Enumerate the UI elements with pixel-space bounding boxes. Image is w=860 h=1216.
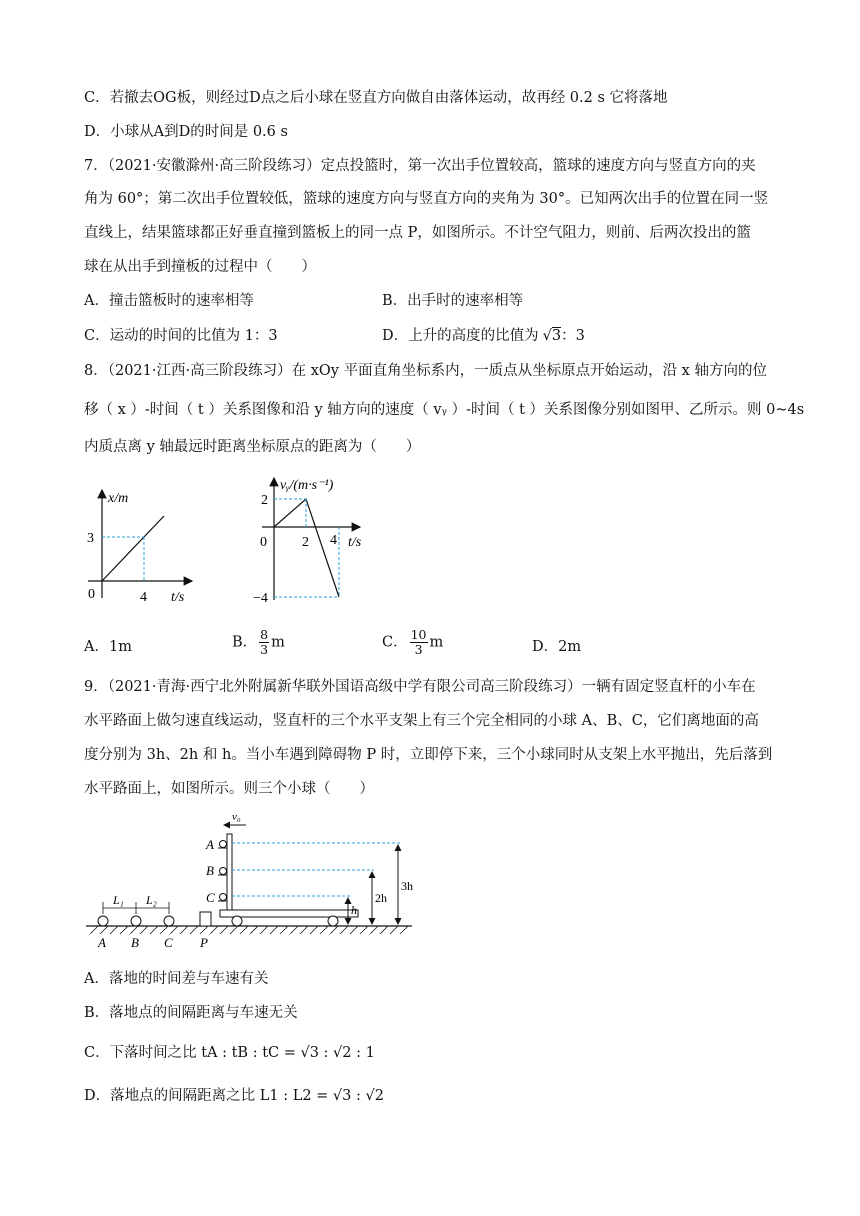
q7-option-a: A．撞击篮板时的速率相等 <box>84 293 254 309</box>
q9-option-c: C．下落时间之比 tA : tB : tC = √3 : √2 : 1 <box>84 1045 375 1061</box>
q9-option-d: D．落地点的间隔距离之比 L1 : L2 = √3 : √2 <box>84 1088 384 1104</box>
cart-wheel-front <box>232 916 242 926</box>
q8-option-c-unit: m <box>429 634 444 651</box>
ball-label-a: A <box>206 837 214 852</box>
fraction-denominator: 3 <box>260 642 269 657</box>
t-axis-label: t/s <box>348 535 362 550</box>
q9-stem-line-1: 9．（2021·青海·西宁北外附属新华联外国语高级中学有限公司高三阶段练习）一辆有固定竖直杆的小车在 <box>84 679 756 695</box>
fraction-denominator: 3 <box>414 642 423 657</box>
y-tick-3: 3 <box>87 531 94 546</box>
height-label-3h: 3h <box>401 879 413 893</box>
obstacle-p <box>200 912 211 926</box>
q8-option-a: A．1m <box>84 639 132 655</box>
q7-stem-line-1: 7．（2021·安徽滁州·高三阶段练习）定点投篮时，第一次出手位置较高，篮球的速度方向与竖直方向的夹 <box>84 158 756 174</box>
q8-option-b-label: B． <box>232 634 258 651</box>
q8-option-c <box>382 628 443 657</box>
q6-option-d: D．小球从A到D的时间是 0.6 s <box>84 124 288 140</box>
q7-option-d <box>382 326 585 346</box>
x-axis-label: t/s <box>171 590 185 605</box>
q9-option-b: B．落地点的间隔距离与车速无关 <box>84 1005 298 1021</box>
x-tick-4: 4 <box>140 590 147 605</box>
q7-option-d-prefix: D．上升的高度的比值为 <box>382 328 539 344</box>
ground-hatch <box>90 926 408 934</box>
ball-a <box>220 841 227 848</box>
landed-ball-c <box>164 916 174 926</box>
q9-option-a: A．落地的时间差与车速有关 <box>84 971 269 987</box>
x-t-line <box>102 516 164 581</box>
q8-stem-line-1: 8．（2021·江西·高三阶段练习）在 xOy 平面直角坐标系内，一质点从坐标原点开始运动，沿 x 轴方向的位 <box>84 363 767 379</box>
q9-cart-figure <box>86 808 418 952</box>
q8-graph-x-t <box>78 484 198 610</box>
vy-tick-2: 2 <box>261 493 268 508</box>
q7-stem-line-2: 角为 60°；第二次出手位置较低，篮球的速度方向与竖直方向的夹角为 30°。已知两次出手的位置在同一竖 <box>84 191 769 207</box>
height-label-2h: 2h <box>375 891 387 905</box>
ball-label-b: B <box>206 863 214 878</box>
q8-option-c-label: C． <box>382 634 408 651</box>
height-label-h: h <box>351 903 357 917</box>
l1-label: L₁ <box>113 893 124 907</box>
landed-ball-b <box>131 916 141 926</box>
fraction-numerator: 8 <box>260 627 269 642</box>
ball-c <box>220 894 227 901</box>
vy-tick-neg4: −4 <box>253 591 268 604</box>
q7-stem-line-4: 球在从出手到撞板的过程中（ ） <box>84 259 316 275</box>
t-tick-4: 4 <box>330 533 337 548</box>
vy-origin: 0 <box>260 535 267 550</box>
q8-option-b-unit: m <box>271 634 285 651</box>
ground-label-c: C <box>164 935 173 950</box>
q8-option-b-fraction <box>259 628 269 657</box>
y-axis-label: x/m <box>108 491 129 506</box>
l2-label: L₂ <box>146 893 157 907</box>
q9-stem-line-3: 度分别为 3h、2h 和 h。当小车遇到障碍物 P 时，立即停下来，三个小球同时从支架上水平抛出，先后落到 <box>84 747 773 763</box>
q8-option-d: D．2m <box>532 639 582 655</box>
ground-label-p: P <box>200 935 208 950</box>
ball-label-c: C <box>206 890 215 905</box>
fraction-numerator: 10 <box>410 627 427 642</box>
q8-graph-vy-t <box>248 472 378 604</box>
ground-label-b: B <box>131 935 139 950</box>
q8-option-b <box>232 628 285 657</box>
q7-option-c: C．运动的时间的比值为 1：3 <box>84 328 278 344</box>
origin-label: 0 <box>88 587 95 602</box>
vy-axis-label: vᵧ/(m·s⁻¹) <box>280 478 334 493</box>
cart-wheel-rear <box>328 916 338 926</box>
q8-stem-line-2: 移（ x ）-时间（ t ）关系图像和沿 y 轴方向的速度（ vᵧ ）-时间（ t ）关系图像分别如图甲、乙所示。则 0~4s <box>84 402 805 418</box>
ground-label-a: A <box>98 935 106 950</box>
q8-stem-line-3: 内质点离 y 轴最远时距离坐标原点的距离为（ ） <box>84 439 421 455</box>
q7-option-d-suffix: ：3 <box>561 328 585 344</box>
q8-option-c-fraction <box>410 628 428 657</box>
q7-option-b: B．出手时的速率相等 <box>382 293 524 309</box>
q9-stem-line-2: 水平路面上做匀速直线运动，竖直杆的三个水平支架上有三个完全相同的小球 A、B、C，它们离地面的高 <box>84 713 759 729</box>
q9-stem-line-4: 水平路面上，如图所示。则三个小球（ ） <box>84 781 374 797</box>
q7-option-d-radicand: 3 <box>551 328 562 344</box>
cart-pole <box>227 834 232 910</box>
t-tick-2: 2 <box>302 535 309 550</box>
q7-stem-line-3: 直线上，结果篮球都正好垂直撞到篮板上的同一点 P，如图所示。不计空气阻力，则前、后两次投出的篮 <box>84 225 751 241</box>
v0-label: v₀ <box>232 811 241 823</box>
q6-option-c: C．若撤去OG板，则经过D点之后小球在竖直方向做自由落体运动，故再经 0.2 s 它将落地 <box>84 90 668 106</box>
ball-b <box>220 868 227 875</box>
sqrt-sign: √ <box>542 328 552 344</box>
landed-ball-a <box>98 916 108 926</box>
cart-body <box>220 910 358 917</box>
